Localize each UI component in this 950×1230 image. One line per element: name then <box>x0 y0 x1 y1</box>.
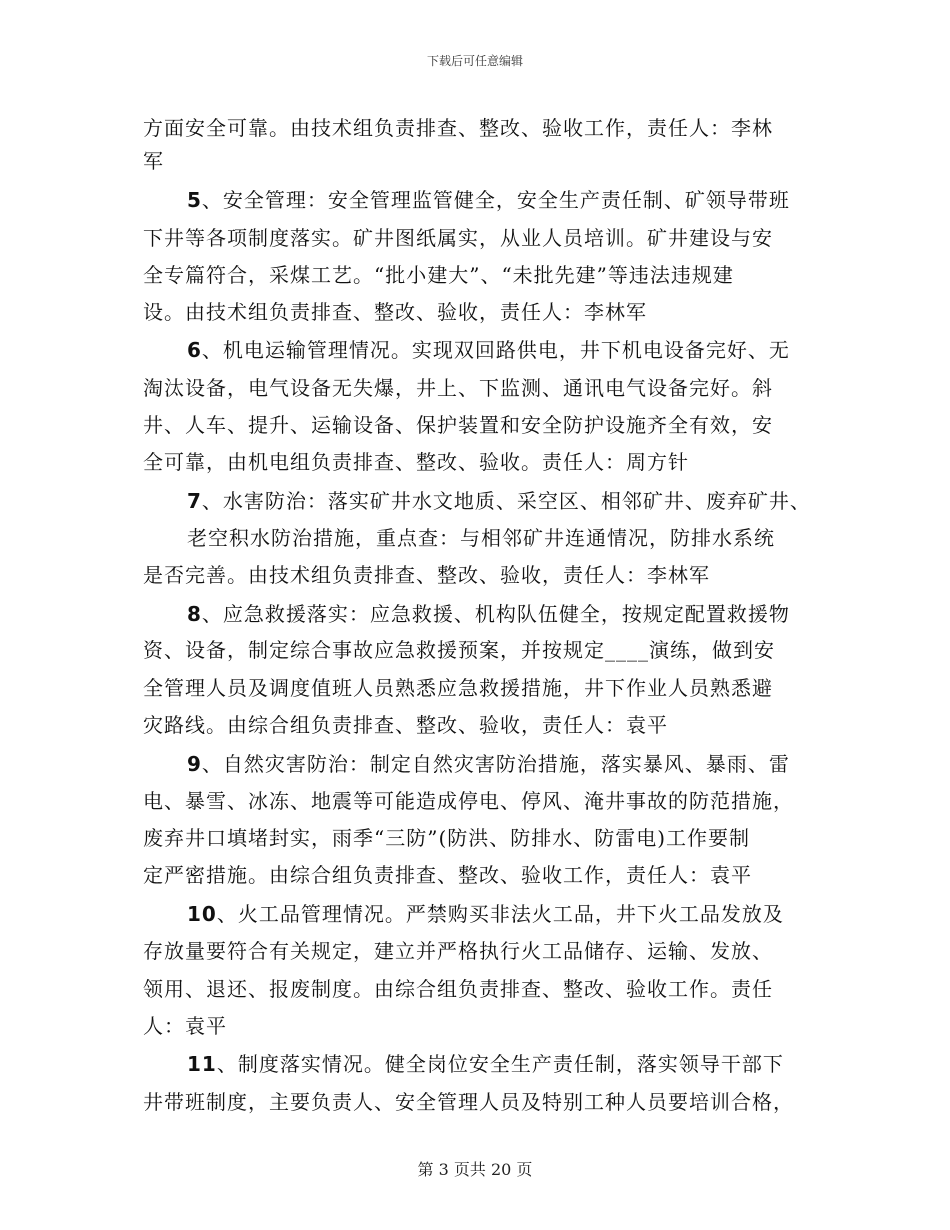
text-line <box>187 1050 784 1078</box>
line-text: 灾路线。由综合组负责排查、整改、验收，责任人：袁平 <box>143 713 668 737</box>
text-line <box>143 1012 227 1040</box>
line-text: 、自然灾害防治：制定自然灾害防治措施，落实暴风、暴雨、雷 <box>201 752 790 776</box>
line-text: 存放量要符合有关规定，建立并严格执行火工品储存、运输、发放、 <box>143 939 773 963</box>
text-line <box>143 674 773 702</box>
item-number: 11 <box>187 1052 217 1076</box>
item-number: 5 <box>187 188 202 212</box>
line-text: 、应急救援落实：应急救援、机构队伍健全，按规定配置救援物 <box>201 602 790 626</box>
text-line <box>143 448 689 476</box>
line-text: 全管理人员及调度值班人员熟悉应急救援措施，井下作业人员熟悉避 <box>143 676 773 700</box>
line-text: 老空积水防治措施，重点查：与相邻矿井连通情况，防排水系统 <box>187 526 775 550</box>
item-number: 7 <box>187 489 202 513</box>
line-text: 井、人车、提升、运输设备、保护装置和安全防护设施齐全有效，安 <box>143 413 773 437</box>
text-line <box>143 824 750 852</box>
text-line <box>143 114 773 142</box>
text-line <box>143 937 773 965</box>
line-text: 下井等各项制度落实。矿井图纸属实，从业人员培训。矿井建设与安 <box>143 226 773 250</box>
item-number: 8 <box>187 602 202 626</box>
line-text: 领用、退还、报废制度。由综合组负责排查、整改、验收工作。责任 <box>143 977 773 1001</box>
line-text: 方面安全可靠。由技术组负责排查、整改、验收工作，责任人：李林 <box>143 116 773 140</box>
text-line <box>143 147 164 175</box>
text-line <box>143 861 752 889</box>
text-line <box>187 524 775 552</box>
line-text: 、制度落实情况。健全岗位安全生产责任制，落实领导干部下 <box>216 1052 784 1076</box>
text-line <box>143 298 647 326</box>
page-footer: 第 3 页共 20 页 <box>417 1160 533 1179</box>
page-header: 下载后可任意编辑 <box>426 54 523 68</box>
text-line <box>143 261 734 289</box>
line-text: 人：袁平 <box>143 1014 227 1038</box>
line-text: 、火工品管理情况。严禁购买非法火工品，井下火工品发放及 <box>216 902 784 926</box>
line-text: 军 <box>143 149 164 173</box>
line-text: 电、暴雪、冰冻、地震等可能造成停电、停风、淹井事故的防范措施， <box>143 789 794 813</box>
line-text: 井带班制度，主要负责人、安全管理人员及特别工种人员要培训合格， <box>143 1090 794 1114</box>
line-text: 淘汰设备，电气设备无失爆，井上、下监测、通讯电气设备完好。斜 <box>143 376 773 400</box>
line-text: 、水害防治：落实矿井水文地质、采空区、相邻矿井、废弃矿井、 <box>201 489 811 513</box>
text-line <box>187 487 811 515</box>
item-number: 6 <box>187 338 202 362</box>
text-line <box>143 411 773 439</box>
line-text: 废弃井口填堵封实，雨季“三防”(防洪、防排水、防雷电)工作要制 <box>143 826 751 850</box>
item-number: 9 <box>187 752 202 776</box>
text-line <box>187 336 790 364</box>
text-line <box>187 186 790 214</box>
line-text: 是否完善。由技术组负责排查、整改、验收，责任人：李林军 <box>143 563 710 587</box>
text-line <box>187 600 790 628</box>
text-line <box>143 1088 794 1116</box>
line-text: 全专篇符合，采煤工艺。“批小建大”、“未批先建”等违法违规建 <box>143 263 734 287</box>
text-line <box>143 636 775 664</box>
text-line <box>143 711 668 739</box>
line-text: 定严密措施。由综合组负责排查、整改、验收工作，责任人：袁平 <box>143 863 752 887</box>
text-line <box>143 561 710 589</box>
line-text: 全可靠，由机电组负责排查、整改、验收。责任人：周方针 <box>143 450 689 474</box>
line-text: 、安全管理：安全管理监管健全，安全生产责任制、矿领导带班 <box>201 188 790 212</box>
line-text: 设。由技术组负责排查、整改、验收，责任人：李林军 <box>143 300 647 324</box>
text-line <box>187 750 790 778</box>
text-line <box>143 975 773 1003</box>
line-text: 资、设备，制定综合事故应急救援预案，并按规定____演练，做到安 <box>143 638 775 662</box>
text-line <box>143 374 773 402</box>
line-text: 、机电运输管理情况。实现双回路供电，井下机电设备完好、无 <box>201 338 790 362</box>
text-line <box>143 224 773 252</box>
item-number: 10 <box>187 902 217 926</box>
text-line <box>187 900 784 928</box>
text-line <box>143 787 794 815</box>
